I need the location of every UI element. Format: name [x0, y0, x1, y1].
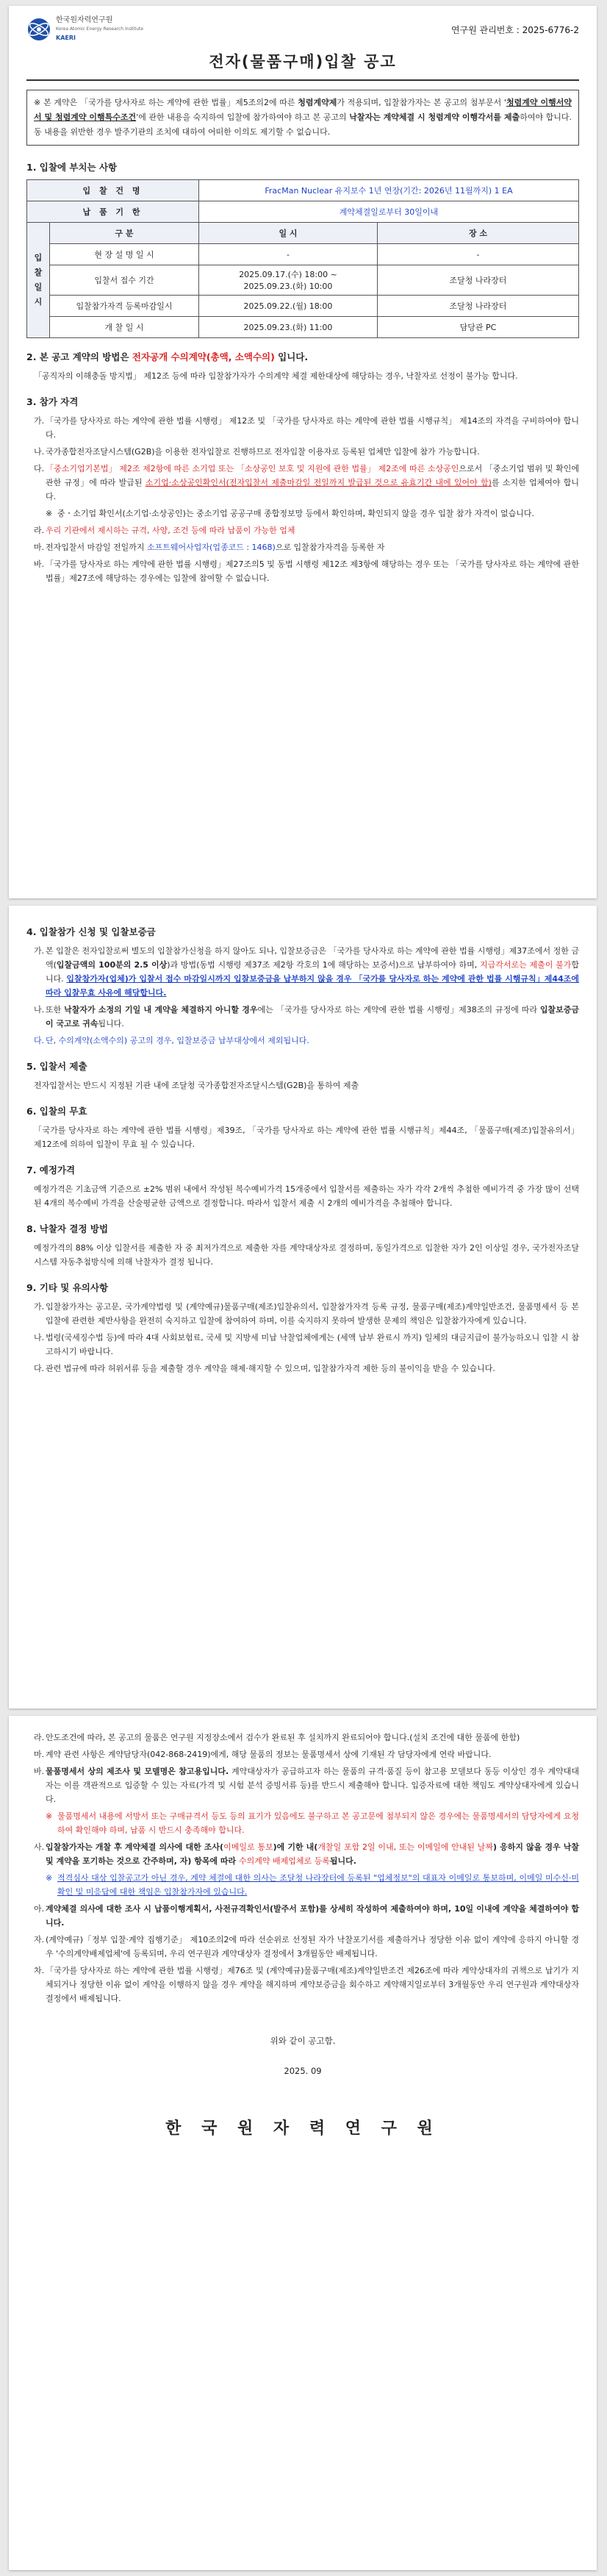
list-item: 마. 전자입찰서 마감일 전일까지 소프트웨어사업자(업종코드 : 1468)으로 입찰참가자격을 등록한 자	[34, 543, 385, 552]
bid-name-value: FracMan Nuclear 유지보수 1년 연장(기간: 2026년 11월까지) 1 EA	[199, 180, 579, 201]
col-datetime: 일 시	[199, 223, 378, 244]
table-row: 현 장 설 명 일 시 - -	[27, 244, 579, 265]
section-2-text: 「공직자의 이해충돌 방지법」 제12조 등에 따라 입찰참가자가 수의계약 체결 제한대상에 해당하는 경우, 낙찰자로 선정이 불가능 합니다.	[34, 371, 518, 381]
list-item: 사. 입찰참가자는 개찰 후 계약체결 의사에 대한 조사(이메일로 통보)에 기한 내(개찰일 포함 2일 이내, 또는 이메일에 안내된 날짜) 응하지 않을 경우 낙찰 및 계약을 포기하는 것으로 간주하며, 자) 항목에 따라 수의계약 배제업체로 등록됩니다.	[34, 1842, 579, 1866]
col-division: 구 분	[50, 223, 199, 244]
logo-text: KAERI	[56, 35, 76, 41]
schedule-label: 입 찰 일 시	[27, 223, 50, 338]
closing-statement: 위와 같이 공고함.	[270, 2036, 336, 2046]
list-item: 다. 단, 수의계약(소액수의) 공고의 경우, 입찰보증금 납부대상에서 제외됩니다.	[34, 1036, 309, 1045]
list-item: 가. 「국가를 당사자로 하는 계약에 관한 법률 시행령」 제12조 및 「국가를 당사자로 하는 계약에 관한 법률 시행규칙」 제14조의 자격을 구비하여야 합니다.	[34, 416, 579, 440]
table-row: 개 찰 일 시 2025.09.23.(화) 11:00 담당관 PC	[27, 317, 579, 338]
section-8-text: 예정가격의 88% 이상 입찰서를 제출한 자 중 최저가격으로 제출한 자를 계약대상자로 결정하며, 동일가격으로 입찰한 자가 2인 이상일 경우, 국가전자조달시스템 자동추첨방식에 의해 낙찰자가 결정 됩니다.	[34, 1243, 579, 1267]
list-item: 라. 우리 기관에서 제시하는 규격, 사양, 조건 등에 따라 납품이 가능한 업체	[34, 526, 295, 535]
list-item-note: ※ 물품명세서 내용에 서방서 또는 구매규격서 등도 등의 표기가 있음에도 불구하고 본 공고문에 첨부되지 않은 경우에는 물품명세서의 담당자에게 요청하여 확인해야 하며, 납품 시 반드시 충족해야 합니다.	[46, 1811, 579, 1835]
list-item: 나. 법령(국세징수법 등)에 따라 4대 사회보험료, 국세 및 지방세 미납 낙찰업체에게는 (세액 납부 완료시 까지) 일체의 대금지급이 불가능하오니 입찰 시 참고하시기 바랍니다.	[34, 1333, 579, 1356]
document-header	[26, 6, 579, 43]
list-item: 바. 물품명세서 상의 제조사 및 모델명은 참고용입니다. 계약대상자가 공급하고자 하는 물품의 규격·품질 등이 참고용 모델보다 동등 이상인 경우 계약대대자는 이를 객관적으로 입증할 수 있는 자료(가격 및 시험 분석 증빙서류 등)를 반드시 제출해야 합니다. 입증자료에 대한 책임도 계약상대자에게 있습니다.	[34, 1767, 579, 1804]
list-item: 마. 계약 관련 사항은 계약담당자(042-868-2419)에게, 해당 물품의 정보는 물품명세서 상에 기재된 각 담당자에게 연락 바랍니다.	[34, 1750, 492, 1759]
list-item: 바. 「국가를 당사자로 하는 계약에 관한 법률 시행령」제27조의5 및 동법 시행령 제12조 제3항에 해당하는 경우 또는 「국가를 당사자로 하는 계약에 관한 법률」제27조에 해당하는 경우에는 입찰에 참여할 수 없습니다.	[34, 559, 579, 583]
list-item: 다. 관련 법규에 따라 허위서류 등을 제출할 경우 계약을 해제·해지할 수 있으며, 입찰참가자격 제한 등의 불이익을 받을 수 있습니다.	[34, 1364, 495, 1373]
table-row: 입찰참가자격 등록마감일시 2025.09.22.(월) 18:00 조달청 나라장터	[27, 296, 579, 317]
section-6-text: 「국가를 당사자로 하는 계약에 관한 법률 시행령」제39조, 「국가를 당사자로 하는 계약에 관한 법률 시행규칙」제44조, 「물품구매(제조)입찰유의서」제12조에 의하여 입찰이 무효 될 수 있습니다.	[34, 1126, 579, 1149]
section-7-heading: 7. 예정가격	[26, 1164, 76, 1176]
section-5-heading: 5. 입찰서 제출	[26, 1061, 87, 1072]
section-5-text: 전자입찰서는 반드시 지정된 기관 내에 조달청 국가종합전자조달시스템(G2B)을 통하여 제출	[34, 1081, 359, 1090]
due-label: 납 품 기 한	[27, 201, 199, 223]
document-page-1	[9, 6, 597, 898]
bid-name-label: 입 찰 건 명	[27, 180, 199, 201]
section-1-heading: 1. 입찰에 부치는 사항	[26, 162, 118, 173]
kaeri-logo-icon	[26, 17, 51, 42]
list-item-note: ※ 중ㆍ소기업 확인서(소기업·소상공인)는 중소기업 공공구매 종합정보망 등에서 확인하며, 확인되지 않을 경우 입찰 참가 자격이 없습니다.	[46, 509, 534, 518]
section-2-heading: 2. 본 공고 계약의 방법은 전자공개 수의계약(총액, 소액수의) 입니다.	[26, 351, 309, 362]
list-item-note: ※ 적격심사 대상 입찰공고가 아닌 경우, 계약 체결에 대한 의사는 조달청 나라장터에 등록된 "업체정보"의 대표자 이메일로 통보하며, 이메일 미수신·미확인 및 미응답에 대한 책임은 입찰참가자에 있습니다.	[46, 1873, 579, 1897]
list-item: 아. 계약체결 의사에 대한 조사 시 납품이행계획서, 사전규격확인서(발주서 포함)를 상세히 작성하여 제출하여야 하며, 10일 이내에 계약을 체결하여야 합니다.	[34, 1904, 579, 1928]
integrity-notice: ※ 본 계약은 「국가를 당사자로 하는 계약에 관한 법률」제5조의2에 따른 청렴계약제가 적용되며, 입찰참가자는 본 공고의 첨부문서 '청렴계약 이행서약서 및 청렴계약 이행특수조건'에 관한 내용을 숙지하여 입찰에 참가하여야 하고 본 공고의 낙찰자는 계약체결 시 청렴계약 이행각서를 제출하여야 합니다. 동 내용을 위반한 경우 발주기관의 조치에 대하여 어떠한 이의도 제기할 수 없습니다.	[26, 90, 579, 146]
section-9-heading: 9. 기타 및 유의사항	[26, 1282, 109, 1293]
list-item: 나. 국가종합전자조달시스템(G2B)을 이용한 전자입찰로 진행하므로 전자입찰 이용자로 등록된 업체만 입찰에 참가 가능합니다.	[34, 447, 480, 457]
bid-info-table	[26, 179, 579, 338]
section-4-heading: 4. 입찰참가 신청 및 입찰보증금	[26, 926, 156, 937]
list-item: 가. 입찰참가자는 공고문, 국가계약법령 및 (계약예규)물품구매(제조)입찰유의서, 입찰참가자격 등록 규정, 물품구매(제조)계약일반조건, 물품명세서 등 본 입찰에 관련한 제반사항을 완전히 숙지하고 입찰에 참여하여 하며, 이를 숙지하지 못하여 발생한 문제의 책임은 입찰참가자에게 있습니다.	[34, 1302, 579, 1325]
list-item: 가. 본 입찰은 전자입찰로써 별도의 입찰참가신청을 하지 않아도 되나, 입찰보증금은 「국가를 당사자로 하는 계약에 관한 법률 시행령」제37조에서 정한 금액(입찰금액의 100분의 2.5 이상)과 방법(동법 시행령 제37조 제2항 각호의 1에 해당하는 보증서)으로 납부하여야 하며, 지급각서로는 제출이 불가합니다. 입찰참가자(업체)가 입찰서 접수 마감일시까지 입찰보증금을 납부하지 않을 경우 「국가를 당사자로 하는 계약에 관한 법률 시행규칙」제44조에 따라 입찰무효 사유에 해당합니다.	[34, 946, 579, 998]
section-6-heading: 6. 입찰의 무효	[26, 1106, 87, 1117]
org-name-ko: 한국원자력연구원	[56, 16, 113, 24]
list-item: 다. 「중소기업기본법」 제2조 제2항에 따른 소기업 또는 「소상공인 보호 및 지원에 관한 법률」 제2조에 따른 소상공인으로서 「중소기업 범위 및 확인에 관한 규정」에 따라 발급된 소기업·소상공인확인서(전자입찰서 제출마감일 전일까지 발급된 것으로 유효기간 내에 있어야 함)를 소지한 업체여야 합니다.	[34, 464, 580, 501]
issuing-organization: 한 국 원 자 력 연 구 원	[165, 2119, 440, 2138]
document-page-3	[9, 1716, 597, 2570]
due-value: 계약체결일로부터 30일이내	[199, 201, 579, 223]
section-3-heading: 3. 참가 자격	[26, 396, 79, 407]
section-8-heading: 8. 낙찰자 결정 방법	[26, 1223, 109, 1234]
col-place: 장 소	[378, 223, 579, 244]
page-title: 전자(물품구매)입찰 공고	[26, 50, 579, 81]
list-item: 자. (계약예규)「정부 입찰·계약 집행기준」 제10조의2에 따라 선순위로 선정된 자가 낙찰포기서를 제출하거나 정당한 이유 없이 계약에 응하지 아니할 경우 '수의계약배제업체'에 등록되며, 우리 연구원과 계약대상자 결정에서 3개월동안 배제됩니다.	[34, 1935, 579, 1958]
document-page-2	[9, 906, 597, 1709]
announcement-date: 2025. 09	[284, 2066, 322, 2076]
list-item: 라. 안도조건에 따라, 본 공고의 물품은 연구원 지정장소에서 검수가 완료된 후 설치까지 완료되어야 합니다.(설치 조건에 대한 물품에 한함)	[34, 1733, 520, 1742]
table-row: 입찰서 접수 기간 2025.09.17.(수) 18:00 ~ 2025.09.23.(화) 10:00 조달청 나라장터	[27, 265, 579, 296]
org-name-en: Korea Atomic Energy Research Institute	[56, 26, 143, 32]
list-item: 차. 「국가를 당사자로 하는 계약에 관한 법률 시행령」제76조 및 (계약예규)물품구매(제조)계약일반조건 제26조에 따라 계약상대자의 귀책으로 납기가 지체되거나 정당한 이유 없이 계약을 이행하지 않을 경우 계약을 해지하며 계약보증금을 회수하고 계약해지일로부터 3개월동안 우리 연구원과 계약대상자 결정에서 배제됩니다.	[34, 1966, 579, 2003]
section-7-text: 예정가격은 기초금액 기준으로 ±2% 범위 내에서 작성된 복수예비가격 15개중에서 입찰서를 제출하는 자가 각각 2개씩 추첨한 예비가격 중 가장 많이 선택된 4개의 복수예비 가격을 산술평균한 금액으로 결정합니다. 따라서 입찰서 제출 시 2개의 예비가격을 추첨해야 합니다.	[34, 1184, 579, 1208]
org-logo	[26, 16, 143, 43]
list-item: 나. 또한 낙찰자가 소정의 기일 내 계약을 체결하지 아니할 경우에는 「국가를 당사자로 하는 계약에 관한 법률 시행령」제38조의 규정에 따라 입찰보증금이 국고로 귀속됩니다.	[34, 1005, 580, 1028]
registration-number: 연구원 관리번호 : 2025-6776-2	[450, 24, 579, 35]
